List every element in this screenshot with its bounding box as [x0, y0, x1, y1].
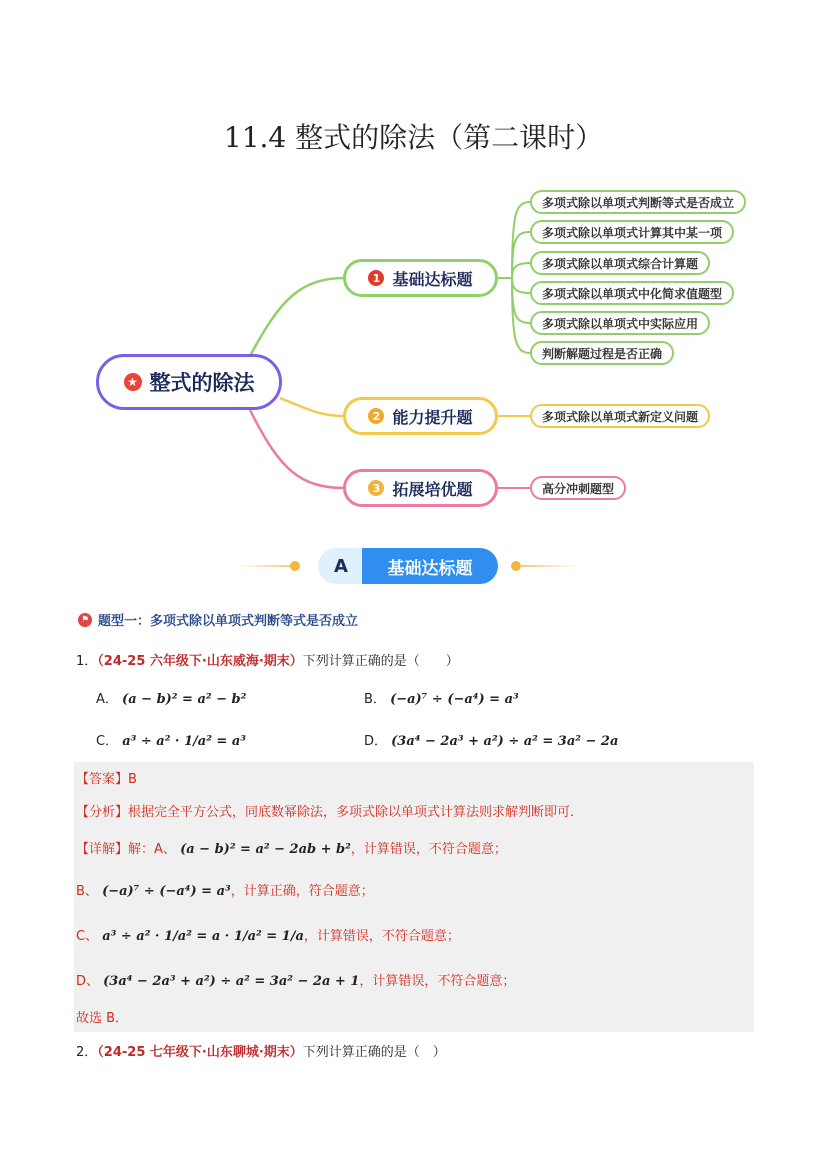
section-banner: [318, 548, 498, 584]
mindmap-center-label: 整式的除法: [149, 371, 255, 395]
formula: (−a)⁷ ÷ (−a⁴) = a³: [390, 692, 519, 707]
branch-number: 2: [368, 408, 384, 424]
detail-line-c: C、 a³ ÷ a² · 1/a² = a · 1/a² = 1/a，计算错误，不符合题意；: [76, 929, 460, 944]
question-source: （24-25 六年级下·山东威海·期末）: [97, 654, 303, 669]
formula: (a − b)² = a² − b²: [122, 692, 247, 707]
branch-number: 1: [368, 270, 384, 286]
leaf-item: 多项式除以单项式综合计算题: [530, 251, 710, 275]
question-number: 1．: [76, 654, 98, 669]
formula: (−a)⁷ ÷ (−a⁴) = a³: [102, 884, 231, 899]
topic-label: 题型一：多项式除以单项式判断等式是否成立: [98, 614, 359, 629]
formula: (3a⁴ − 2a³ + a²) ÷ a² = 3a² − 2a: [391, 734, 619, 749]
mindmap-center-node: [96, 354, 282, 410]
page-title: 11.4 整式的除法（第二课时）: [223, 121, 604, 154]
leaf-item: 高分冲刺题型: [530, 476, 626, 500]
banner-label: 基础达标题: [362, 548, 498, 584]
banner-dot-left: [290, 561, 300, 571]
detail-line-b: B、 (−a)⁷ ÷ (−a⁴) = a³，计算正确，符合题意；: [76, 884, 374, 899]
leaf-item: 多项式除以单项式判断等式是否成立: [530, 190, 746, 214]
question-2: [76, 1041, 446, 1060]
branch-label: 能力提升题: [392, 407, 473, 427]
branch-label: 基础达标题: [392, 269, 473, 289]
analysis-line: 【分析】根据完全平方公式，同底数幂除法，多项式除以单项式计算法则求解判断即可．: [76, 805, 584, 820]
formula: a³ ÷ a² · 1/a² = a³: [122, 734, 246, 749]
conclusion-line: 故选 B．: [76, 1011, 129, 1026]
banner-line-left: [235, 565, 295, 567]
option-d: D． (3a⁴ − 2a³ + a²) ÷ a² = 3a² − 2a: [364, 734, 619, 749]
option-a: A． (a − b)² = a² − b²: [96, 692, 247, 707]
branch-extend: [343, 469, 498, 507]
branch-number: 3: [368, 480, 384, 496]
detail-line-d: D、 (3a⁴ − 2a³ + a²) ÷ a² = 3a² − 2a + 1，计算错误，不符合题意；: [76, 974, 516, 989]
leaf-item: 多项式除以单项式中实际应用: [530, 311, 710, 335]
branch-basic: [343, 259, 498, 297]
option-b: B． (−a)⁷ ÷ (−a⁴) = a³: [364, 692, 519, 707]
question-stem: 下列计算正确的是（ ）: [302, 1045, 446, 1060]
topic-heading: [78, 610, 358, 629]
answer-line: 【答案】B: [76, 772, 137, 787]
question-number: 2．: [76, 1045, 98, 1060]
leaf-item: 多项式除以单项式新定义问题: [530, 404, 710, 428]
flag-icon: ⚑: [78, 613, 92, 627]
option-c: C． a³ ÷ a² · 1/a² = a³: [96, 734, 246, 749]
question-source: （24-25 七年级下·山东聊城·期末）: [97, 1045, 303, 1060]
leaf-item: 判断解题过程是否正确: [530, 341, 674, 365]
leaf-item: 多项式除以单项式计算其中某一项: [530, 220, 734, 244]
leaf-item: 多项式除以单项式中化简求值题型: [530, 281, 734, 305]
branch-ability: [343, 397, 498, 435]
branch-label: 拓展培优题: [392, 479, 473, 499]
formula: (3a⁴ − 2a³ + a²) ÷ a² = 3a² − 2a + 1: [103, 974, 360, 989]
formula: (a − b)² = a² − 2ab + b²: [180, 842, 351, 857]
formula: a³ ÷ a² · 1/a² = a · 1/a² = 1/a: [102, 929, 304, 944]
question-1: [76, 650, 459, 669]
detail-line-a: 【详解】解：A、 (a − b)² = a² − 2ab + b²，计算错误，不符合题意；: [76, 842, 507, 857]
star-icon: ★: [124, 373, 142, 391]
banner-line-right: [520, 565, 580, 567]
banner-letter: A: [318, 548, 364, 584]
question-stem: 下列计算正确的是（ ）: [302, 654, 459, 669]
